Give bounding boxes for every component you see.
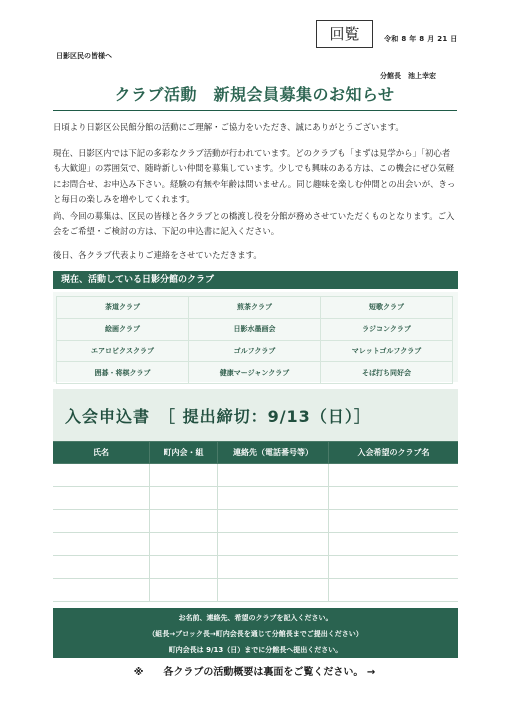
instruction-line-1: お名前、連絡先、希望のクラブを記入ください。 — [178, 614, 333, 622]
column-name: 氏名 — [53, 442, 150, 464]
neighborhood-cell[interactable] — [150, 533, 218, 556]
application-title: 入会申込書 ［ 提出締切：9/13（日）］ — [65, 407, 371, 426]
form-row — [53, 556, 458, 579]
name-cell[interactable] — [53, 487, 150, 510]
club-choice-cell[interactable] — [329, 556, 459, 579]
neighborhood-cell[interactable] — [150, 510, 218, 533]
club-cell: 健康マージャンクラブ — [189, 362, 321, 384]
body-paragraph-4: 後日、各クラブ代表よりご連絡をさせていただきます。 — [53, 250, 262, 260]
circulation-stamp: 回覧 — [316, 20, 373, 48]
form-row — [53, 579, 458, 602]
clubs-heading: 現在、活動している日影分館のクラブ — [53, 271, 458, 289]
clubs-grid — [56, 296, 453, 384]
neighborhood-cell[interactable] — [150, 556, 218, 579]
clubs-row — [57, 340, 453, 362]
contact-cell[interactable] — [218, 533, 329, 556]
name-cell[interactable] — [53, 464, 150, 487]
contact-cell[interactable] — [218, 510, 329, 533]
contact-cell[interactable] — [218, 487, 329, 510]
club-cell: そば打ち同好会 — [321, 362, 453, 384]
club-cell: 短歌クラブ — [321, 297, 453, 319]
club-choice-cell[interactable] — [329, 464, 459, 487]
instruction-line-3: 町内会長は 9/13（日）までに分館長へ提出ください。 — [168, 646, 343, 654]
column-contact: 連絡先（電話番号等） — [218, 442, 329, 464]
name-cell[interactable] — [53, 556, 150, 579]
neighborhood-cell[interactable] — [150, 487, 218, 510]
club-choice-cell[interactable] — [329, 579, 459, 602]
name-cell[interactable] — [53, 579, 150, 602]
club-choice-cell[interactable] — [329, 533, 459, 556]
page-title: クラブ活動 新規会員募集のお知らせ — [114, 85, 395, 104]
form-row — [53, 487, 458, 510]
name-cell[interactable] — [53, 510, 150, 533]
form-row — [53, 533, 458, 556]
club-cell: 囲碁・将棋クラブ — [57, 362, 189, 384]
application-form-table — [53, 441, 458, 602]
club-cell: 茶道クラブ — [57, 297, 189, 319]
club-cell: ゴルフクラブ — [189, 340, 321, 362]
application-header-row — [53, 442, 458, 464]
club-cell: 煎茶クラブ — [189, 297, 321, 319]
contact-cell[interactable] — [218, 579, 329, 602]
club-cell: ラジコンクラブ — [321, 318, 453, 340]
title-divider — [53, 110, 457, 111]
issue-date: 令和 8 年 8 月 21 日 — [384, 35, 458, 43]
column-neighborhood: 町内会・組 — [150, 442, 218, 464]
name-cell[interactable] — [53, 533, 150, 556]
bottom-note: ※ 各クラブの活動概要は裏面をご覧ください。 → — [133, 667, 376, 678]
neighborhood-cell[interactable] — [150, 464, 218, 487]
neighborhood-cell[interactable] — [150, 579, 218, 602]
club-cell: 絵画クラブ — [57, 318, 189, 340]
club-cell: エアロビクスクラブ — [57, 340, 189, 362]
clubs-row — [57, 362, 453, 384]
form-row — [53, 464, 458, 487]
instruction-line-2: （組長→ブロック長→町内会長を通じて分館長までご提出ください） — [148, 630, 363, 638]
club-choice-cell[interactable] — [329, 487, 459, 510]
greeting: 日影区民の皆様へ — [56, 52, 112, 60]
body-paragraph-1: 日頃より日影区公民館分館の活動にご理解・ご協力をいただき、誠にありがとうございます。 — [53, 122, 404, 132]
contact-cell[interactable] — [218, 464, 329, 487]
clubs-row — [57, 297, 453, 319]
application-instructions — [53, 608, 458, 658]
body-paragraph-3: 尚、今回の募集は、区民の皆様と各クラブとの橋渡し役を分館が務めさせていただくものとなります。ご入会をご希望・ご検討の方は、下記の申込書に記入ください。 — [53, 211, 455, 237]
clubs-row — [57, 318, 453, 340]
body-paragraph-2: 現在、日影区内では下記の多彩なクラブ活動が行われています。どのクラブも「まずは見学から」「初心者も大歓迎」の雰囲気で、随時新しい仲間を募集しています。少しでも興味のある方は、この機会にぜひ気軽にお問合せ、お申込み下さい。経験の有無や年齢は問いません。同じ趣味を楽しむ仲間との出会いが、きっと毎日の楽しみを増やしてくれます。 — [53, 148, 456, 205]
author-line: 分館長 池上幸宏 — [380, 72, 436, 80]
contact-cell[interactable] — [218, 556, 329, 579]
form-row — [53, 510, 458, 533]
club-choice-cell[interactable] — [329, 510, 459, 533]
column-club: 入会希望のクラブ名 — [329, 442, 459, 464]
club-cell: マレットゴルフクラブ — [321, 340, 453, 362]
club-cell: 日影水墨画会 — [189, 318, 321, 340]
